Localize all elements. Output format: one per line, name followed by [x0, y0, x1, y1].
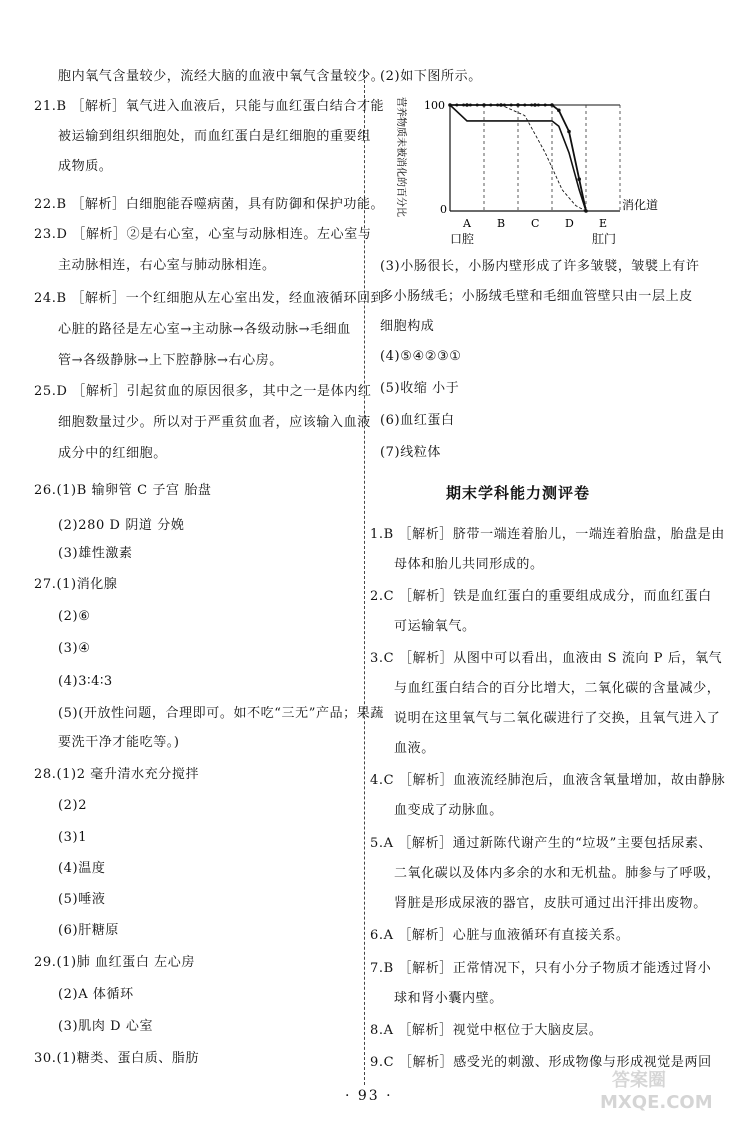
right-text-line: (7)线粒体 — [380, 445, 442, 460]
right-text-line: 母体和胎儿共同形成的。 — [394, 557, 544, 572]
left-text-line: 30.(1)糖类、蛋白质、脂肪 — [34, 1051, 200, 1066]
chart-xlabel: 消化道 — [622, 198, 659, 212]
chart-series-point — [550, 103, 554, 107]
left-text-line: (3)雄性激素 — [58, 546, 133, 561]
left-text-line: 被运输到组织细胞处，而血红蛋白是红细胞的重要组 — [58, 129, 371, 144]
chart-x-tick-0: 0 — [440, 203, 447, 216]
left-text-line: 25.D ［解析］引起贫血的原因很多，其中之一是体内红 — [34, 384, 372, 399]
chart-series-point — [533, 103, 537, 107]
left-text-line: 成物质。 — [58, 159, 113, 174]
chart-category-label: B — [497, 217, 506, 230]
right-text-line: 5.A ［解析］通过新陈代谢产生的“垃圾”主要包括尿素、 — [370, 836, 713, 851]
right-text-line: (4)⑤④②③① — [380, 349, 462, 364]
right-text-line: 9.C ［解析］感受光的刺激、形成物像与形成视觉是两回 — [370, 1055, 712, 1070]
left-text-line: 心脏的路径是左心室→主动脉→各级动脉→毛细血 — [58, 322, 351, 337]
right-text-line: (2)如下图所示。 — [380, 69, 482, 84]
right-text-line: 可运输氧气。 — [394, 619, 476, 634]
right-text-line: 血变成了动脉血。 — [394, 803, 503, 818]
section-title: 期末学科能力测评卷 — [446, 484, 591, 502]
left-text-line: (5)(开放性问题，合理即可。如不吃“三无”产品；果蔬 — [58, 706, 384, 721]
left-text-line: 胞内氧气含量较少，流经大脑的血液中氧气含量较少。 — [58, 69, 385, 84]
right-text-line: (5)收缩 小于 — [380, 381, 460, 396]
watermark-logo — [592, 1064, 742, 1114]
left-text-line: 主动脉相连，右心室与肺动脉相连。 — [58, 258, 276, 273]
left-text-line: (3)④ — [58, 641, 91, 656]
right-text-line: 4.C ［解析］血液流经肺泡后，血液含氧量增加，故由静脉 — [370, 773, 726, 788]
right-text-line: 肾脏是形成尿液的器官，皮肤可通过出汗排出废物。 — [394, 896, 707, 911]
chart-series-point — [517, 104, 520, 107]
right-text-line: 血液。 — [394, 741, 435, 756]
left-text-line: 要洗干净才能吃等。) — [58, 735, 180, 750]
chart-category-label: E — [599, 217, 608, 230]
chart-series-point — [577, 177, 581, 181]
left-text-line: (2)2 — [58, 798, 88, 813]
right-text-line: 多小肠绒毛；小肠绒毛壁和毛细血管壁只由一层上皮 — [380, 289, 693, 304]
chart-category-label: A — [463, 217, 471, 230]
chart-series-point — [567, 130, 571, 134]
left-text-line: 21.B ［解析］氧气进入血液后，只能与血红蛋白结合才能 — [34, 99, 385, 114]
chart-series-point — [557, 109, 561, 113]
right-text-line: 7.B ［解析］正常情况下，只有小分子物质才能透过肾小 — [370, 961, 712, 976]
right-text-line: 球和肾小囊内壁。 — [394, 991, 503, 1006]
left-text-line: 管→各级静脉→上下腔静脉→右心房。 — [58, 353, 283, 368]
chart-series-point — [530, 104, 533, 107]
column-divider — [364, 70, 365, 1085]
chart-label-anus: 肛门 — [592, 232, 617, 246]
left-text-line: (2)⑥ — [58, 609, 91, 624]
right-text-line: 与血红蛋白结合的百分比增大，二氧化碳的含量减少， — [394, 681, 721, 696]
left-text-line: (4)3∶4∶3 — [58, 674, 113, 689]
right-text-line: (6)血红蛋白 — [380, 413, 455, 428]
left-text-line: (3)肌肉 D 心室 — [58, 1019, 154, 1034]
left-text-line: (5)唾液 — [58, 892, 106, 907]
chart-category-label: C — [531, 217, 540, 230]
chart-series-point — [544, 104, 547, 107]
chart-series-point — [523, 104, 526, 107]
page-number: · 93 · — [345, 1088, 393, 1104]
right-text-line: 二氧化碳以及体内多余的水和无机盐。肺参与了呼吸， — [394, 866, 721, 881]
chart-ylabel: 营养物质未被消化的百分比 — [395, 97, 406, 217]
chart-category-label: D — [565, 217, 574, 230]
left-text-line: (6)肝糖原 — [58, 923, 120, 938]
right-text-line: 8.A ［解析］视觉中枢位于大脑皮层。 — [370, 1023, 603, 1038]
digestion-chart — [384, 95, 704, 255]
right-text-line: 1.B ［解析］脐带一端连着胎儿，一端连着胎盘，胎盘是由 — [370, 527, 725, 542]
chart-series-point — [503, 104, 506, 107]
left-text-line: 28.(1)2 毫升清水充分搅拌 — [34, 767, 200, 782]
chart-series-point — [510, 104, 513, 107]
right-text-line: 2.C ［解析］铁是血红蛋白的重要组成成分，而血红蛋白 — [370, 589, 712, 604]
left-text-line: 23.D ［解析］②是右心室，心室与动脉相连。左心室与 — [34, 227, 372, 242]
left-text-line: (2)280 D 阴道 分娩 — [58, 518, 185, 533]
chart-y-tick-100: 100 — [424, 99, 445, 112]
left-text-line: 26.(1)B 输卵管 C 子宫 胎盘 — [34, 483, 212, 498]
left-text-line: (3)1 — [58, 830, 88, 845]
watermark-line2: MXQE.COM — [600, 1092, 713, 1113]
right-text-line: 细胞构成 — [380, 319, 435, 334]
left-text-line: 27.(1)消化腺 — [34, 577, 118, 592]
left-text-line: (2)A 体循环 — [58, 987, 134, 1002]
chart-series-point — [537, 104, 540, 107]
left-text-line: 成分中的红细胞。 — [58, 446, 167, 461]
chart-label-mouth: 口腔 — [450, 232, 475, 246]
left-text-line: 24.B ［解析］一个红细胞从左心室出发，经血液循环回到 — [34, 291, 385, 306]
left-text-line: 29.(1)肺 血红蛋白 左心房 — [34, 955, 195, 970]
right-text-line: (3)小肠很长，小肠内壁形成了许多皱襞，皱襞上有许 — [380, 259, 700, 274]
watermark-line1: 答案圈 — [612, 1070, 666, 1091]
right-text-line: 6.A ［解析］心脏与血液循环有直接关系。 — [370, 928, 630, 943]
right-text-line: 说明在这里氧气与二氧化碳进行了交换，且氧气进入了 — [394, 711, 721, 726]
left-text-line: 22.B ［解析］白细胞能吞噬病菌，具有防御和保护功能。 — [34, 197, 385, 212]
left-text-line: (4)温度 — [58, 861, 106, 876]
left-text-line: 细胞数量过少。所以对于严重贫血者，应该输入血液 — [58, 415, 371, 430]
right-text-line: 3.C ［解析］从图中可以看出，血液由 S 流向 P 后，氧气 — [370, 651, 723, 666]
chart-category-labels — [462, 217, 607, 230]
